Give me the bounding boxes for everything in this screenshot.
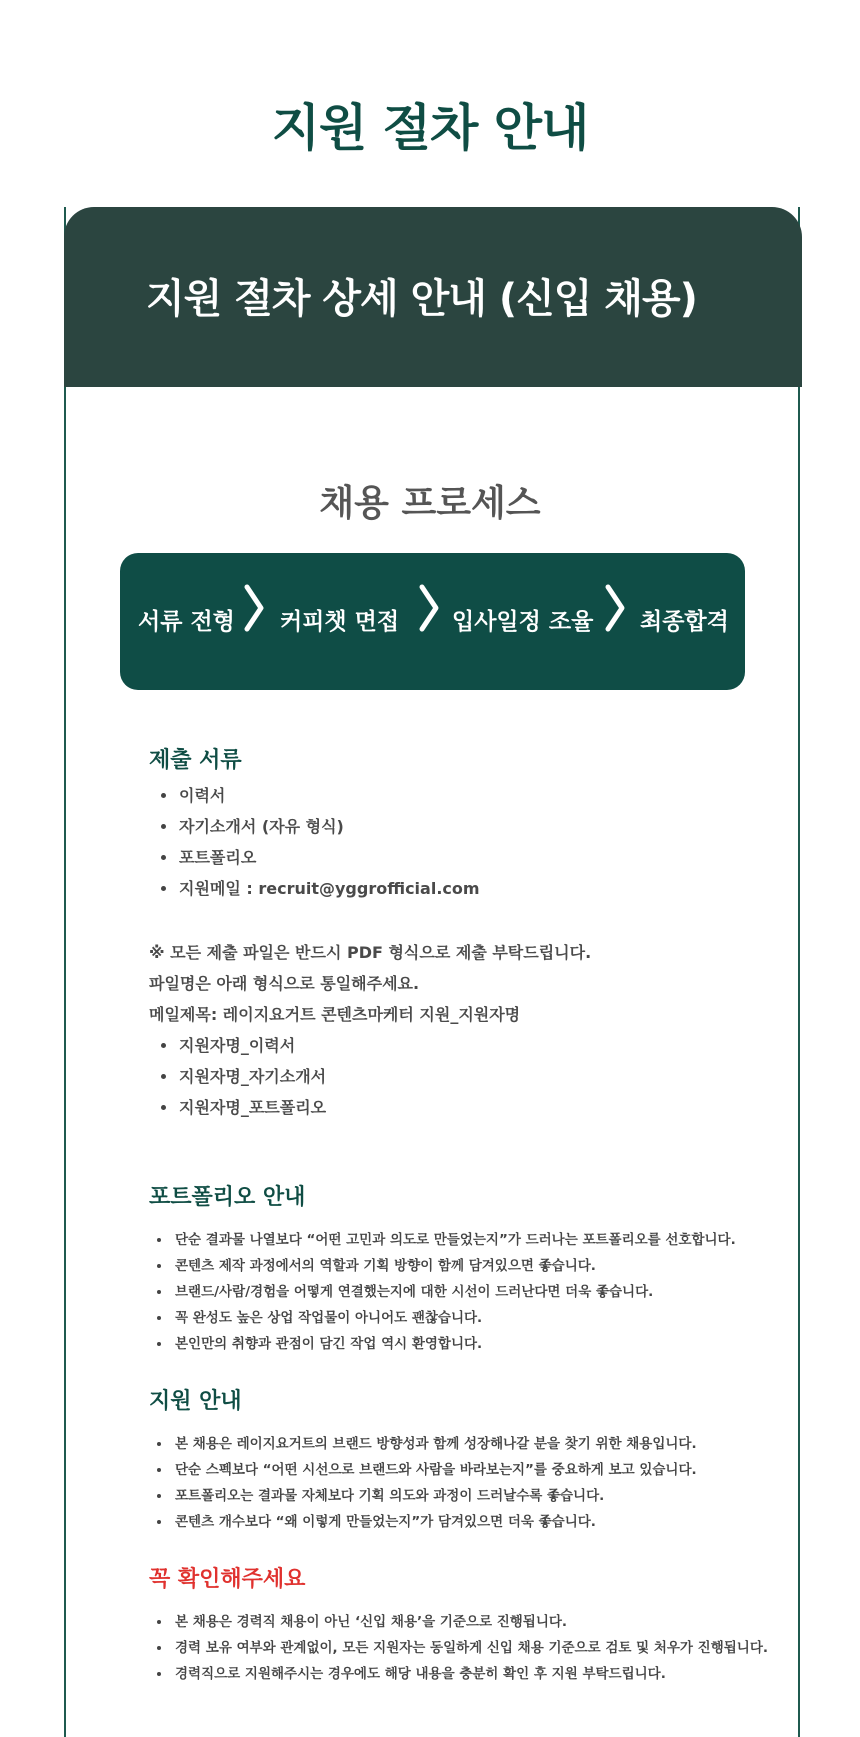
caution-list xyxy=(149,1609,789,1687)
list-item: 지원메일 : recruit@yggrofficial.com xyxy=(149,873,789,904)
filename-notice: 파일명은 아래 형식으로 통일해주세요. xyxy=(149,974,420,993)
process-title: 채용 프로세스 xyxy=(319,483,541,524)
list-item: 포트폴리오 xyxy=(149,842,789,873)
list-item: 이력서 xyxy=(149,780,789,811)
list-item: 브랜드/사람/경험을 어떻게 연결했는지에 대한 시선이 드러난다면 더욱 좋습니다. xyxy=(149,1279,789,1305)
portfolio-heading: 포트폴리오 안내 xyxy=(149,1185,306,1210)
list-item: 지원자명_자기소개서 xyxy=(149,1061,789,1092)
documents-list xyxy=(149,780,789,904)
card-title: 지원 절차 상세 안내 (신입 채용) xyxy=(146,276,697,322)
pdf-notice: ※ 모든 제출 파일은 반드시 PDF 형식으로 제출 부탁드립니다. xyxy=(149,943,592,962)
list-item: 본 채용은 레이지요거트의 브랜드 방향성과 함께 성장해나갈 분을 찾기 위한 채용입니다. xyxy=(149,1431,789,1457)
list-item: 경력 보유 여부와 관계없이, 모든 지원자는 동일하게 신입 채용 기준으로 검토 및 처우가 진행됩니다. xyxy=(149,1635,789,1661)
process-step-1: 서류 전형 xyxy=(138,609,235,635)
chevron-right-icon xyxy=(243,583,265,633)
application-section xyxy=(149,1384,789,1535)
list-item: 본 채용은 경력직 채용이 아닌 ‘신입 채용’을 기준으로 진행됩니다. xyxy=(149,1609,789,1635)
list-item: 자기소개서 (자유 형식) xyxy=(149,811,789,842)
list-item: 지원자명_이력서 xyxy=(149,1030,789,1061)
list-item: 포트폴리오는 결과물 자체보다 기획 의도와 과정이 드러날수록 좋습니다. xyxy=(149,1483,789,1509)
chevron-right-icon xyxy=(604,583,626,633)
list-item: 콘텐츠 제작 과정에서의 역할과 기획 방향이 함께 담겨있으면 좋습니다. xyxy=(149,1253,789,1279)
process-bar xyxy=(120,553,745,690)
mail-subject-notice: 메일제목: 레이지요거트 콘텐츠마케터 지원_지원자명 xyxy=(149,1005,521,1024)
page-title: 지원 절차 안내 xyxy=(271,99,589,157)
application-list xyxy=(149,1431,789,1535)
card-header xyxy=(64,207,802,387)
documents-heading: 제출 서류 xyxy=(149,748,242,773)
filename-list xyxy=(149,1030,789,1123)
list-item: 단순 스펙보다 “어떤 시선으로 브랜드와 사람을 바라보는지”를 중요하게 보고 있습니다. xyxy=(149,1457,789,1483)
process-step-3: 입사일정 조율 xyxy=(452,609,594,635)
list-item: 콘텐츠 개수보다 “왜 이렇게 만들었는지”가 담겨있으면 더욱 좋습니다. xyxy=(149,1509,789,1535)
documents-section xyxy=(149,743,789,904)
list-item: 경력직으로 지원해주시는 경우에도 해당 내용을 충분히 확인 후 지원 부탁드립니다. xyxy=(149,1661,789,1687)
process-step-2: 커피챗 면접 xyxy=(280,609,400,635)
portfolio-list xyxy=(149,1227,789,1357)
caution-heading: 꼭 확인해주세요 xyxy=(149,1567,306,1592)
list-item: 꼭 완성도 높은 상업 작업물이 아니어도 괜찮습니다. xyxy=(149,1305,789,1331)
list-item: 지원자명_포트폴리오 xyxy=(149,1092,789,1123)
application-heading: 지원 안내 xyxy=(149,1389,242,1414)
list-item: 단순 결과물 나열보다 “어떤 고민과 의도로 만들었는지”가 드러나는 포트폴리오를 선호합니다. xyxy=(149,1227,789,1253)
caution-section xyxy=(149,1562,789,1687)
portfolio-section xyxy=(149,1180,789,1357)
chevron-right-icon xyxy=(418,583,440,633)
list-item: 본인만의 취향과 관점이 담긴 작업 역시 환영합니다. xyxy=(149,1331,789,1357)
process-step-4: 최종합격 xyxy=(640,609,729,635)
file-notes-section xyxy=(149,937,789,1123)
